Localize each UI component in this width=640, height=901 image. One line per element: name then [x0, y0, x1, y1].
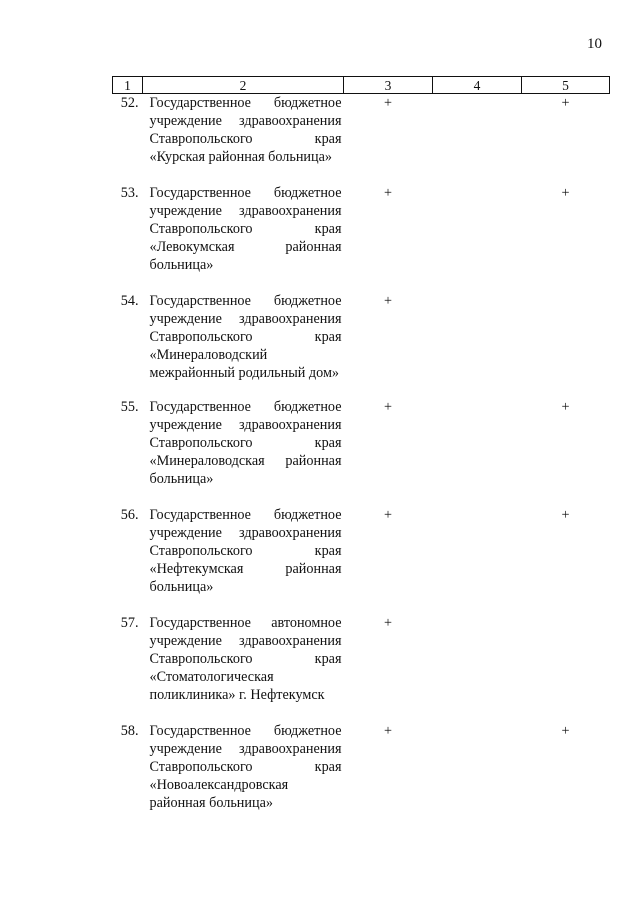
institution-name: Государственное бюджетное учреждение здравоохранения Ставропольского края «Минераловодская районная больница»: [149, 399, 342, 487]
table-row: [113, 292, 610, 382]
table-row: [113, 506, 610, 596]
institution-name: Государственное бюджетное учреждение здравоохранения Ставропольского края «Курская районная больница»: [149, 95, 342, 165]
column-3-mark: +: [383, 723, 392, 739]
row-number: 55.: [120, 399, 139, 415]
column-3-mark: +: [383, 399, 392, 415]
column-4-mark: [433, 722, 522, 812]
table-row: [113, 614, 610, 704]
row-spacer: [113, 704, 610, 722]
page-number: 10: [587, 36, 602, 52]
column-3-mark: +: [383, 615, 392, 631]
column-5-mark: +: [561, 723, 570, 739]
row-number: 52.: [120, 95, 139, 111]
column-header-5: 5: [522, 77, 610, 94]
column-5-mark: +: [561, 185, 570, 201]
institution-name: Государственное бюджетное учреждение здравоохранения Ставропольского края «Нефтекумская районная больница»: [149, 507, 342, 595]
column-5-mark: +: [561, 95, 570, 111]
column-3-mark: +: [383, 507, 392, 523]
column-3-mark: +: [383, 293, 392, 309]
column-4-mark: [433, 506, 522, 596]
column-header-3: 3: [344, 77, 433, 94]
row-spacer: [113, 382, 610, 398]
column-4-mark: [433, 614, 522, 704]
column-3-mark: +: [383, 95, 392, 111]
column-header-1: 1: [113, 77, 143, 94]
row-number: 54.: [120, 293, 139, 309]
column-4-mark: [433, 398, 522, 488]
row-number: 58.: [120, 723, 139, 739]
row-spacer: [113, 274, 610, 292]
column-header-4: 4: [433, 77, 522, 94]
column-4-mark: [433, 94, 522, 167]
row-number: 53.: [120, 185, 139, 201]
column-4-mark: [433, 292, 522, 382]
row-spacer: [113, 488, 610, 506]
row-spacer: [113, 596, 610, 614]
row-number: 57.: [120, 615, 139, 631]
table-row: [113, 398, 610, 488]
institution-name: Государственное бюджетное учреждение здравоохранения Ставропольского края «Новоалександровская районная больница»: [149, 723, 342, 811]
column-4-mark: [433, 184, 522, 274]
table-row: [113, 722, 610, 812]
institution-name: Государственное бюджетное учреждение здравоохранения Ставропольского края «Минераловодский межрайонный родильный дом»: [149, 293, 342, 381]
column-5-mark: +: [561, 399, 570, 415]
institutions-table: [112, 76, 610, 812]
column-header-2: 2: [143, 77, 344, 94]
column-5-mark: +: [561, 507, 570, 523]
column-5-mark: [522, 292, 610, 382]
column-3-mark: +: [383, 185, 392, 201]
institution-name: Государственное бюджетное учреждение здравоохранения Ставропольского края «Левокумская районная больница»: [149, 185, 342, 273]
row-spacer: [113, 166, 610, 184]
row-number: 56.: [120, 507, 139, 523]
table-row: [113, 94, 610, 167]
column-5-mark: [522, 614, 610, 704]
table-row: [113, 184, 610, 274]
table-header-row: [113, 77, 610, 94]
institution-name: Государственное автономное учреждение здравоохранения Ставропольского края «Стоматологическая поликлиника» г. Нефтекумск: [149, 615, 342, 703]
